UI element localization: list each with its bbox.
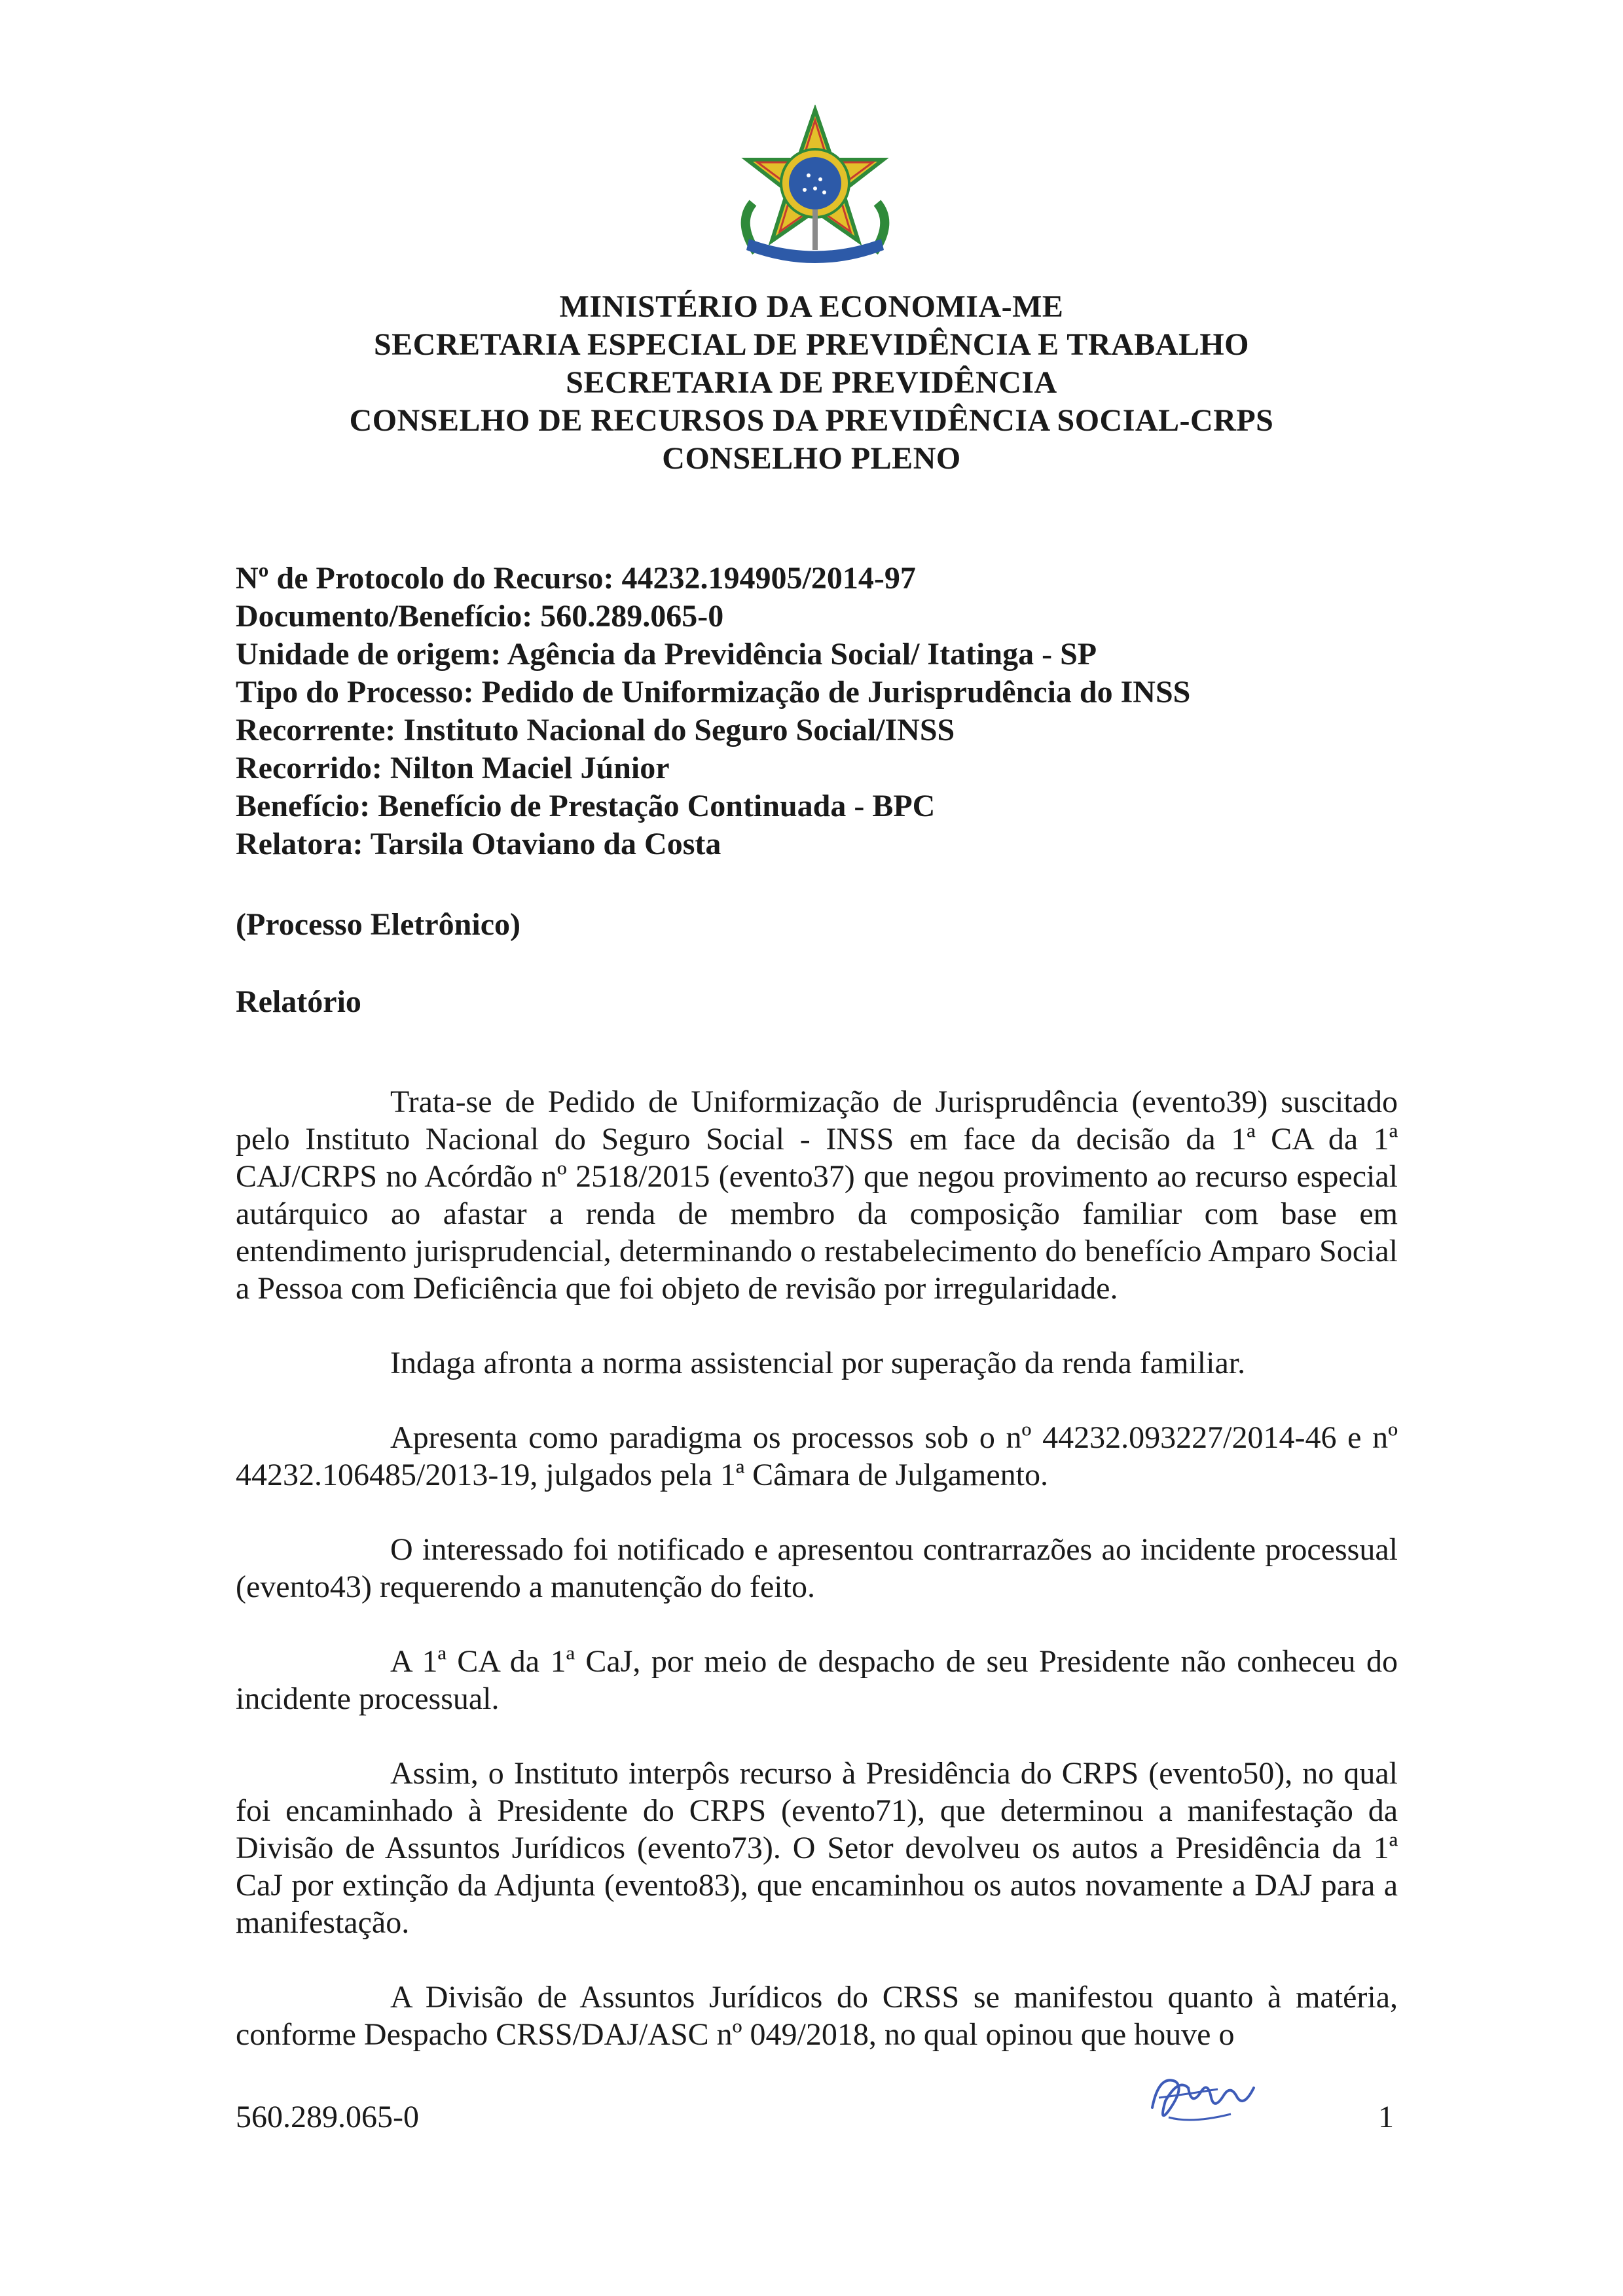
meta-relatora: Relatora: Tarsila Otaviano da Costa [236, 827, 721, 861]
processo-eletronico-label: (Processo Eletrônico) [236, 907, 520, 942]
paragraph-7: A Divisão de Assuntos Jurídicos do CRSS se manifestou quanto à matéria, conforme Despacho CRSS/DAJ/ASC nº 049/2018, no qual opinou que houve o [236, 1980, 1398, 2052]
coat-of-arms-icon [727, 105, 903, 278]
paragraph-3: Apresenta como paradigma os processos sob o nº 44232.093227/2014-46 e nº 44232.106485/2013-19, julgados pela 1ª Câmara de Julgamento. [236, 1420, 1398, 1492]
header-secretariat: SECRETARIA DE PREVIDÊNCIA [566, 365, 1057, 400]
handwritten-signature-icon [1139, 2062, 1264, 2134]
paragraph-5: A 1ª CA da 1ª CaJ, por meio de despacho de seu Presidente não conheceu do incidente processual. [236, 1644, 1398, 1716]
document-header [0, 288, 1623, 478]
meta-unidade: Unidade de origem: Agência da Previdência Social/ Itatinga - SP [236, 637, 1097, 672]
meta-recorrente: Recorrente: Instituto Nacional do Seguro Social/INSS [236, 713, 955, 747]
meta-protocolo: Nº de Protocolo do Recurso: 44232.194905/2014-97 [236, 561, 916, 596]
meta-beneficio: Benefício: Benefício de Prestação Continuada - BPC [236, 789, 936, 823]
paragraph-2: Indaga afronta a norma assistencial por superação da renda familiar. [390, 1346, 1246, 1380]
paragraph-6: Assim, o Instituto interpôs recurso à Presidência do CRPS (evento50), no qual foi encaminhado à Presidente do CRPS (evento71), que determinou a manifestação da Divisão de Assuntos Jurídicos (evento73). O Setor devolveu os autos a Presidência da 1ª CaJ por extinção da Adjunta (evento83), que encaminhou os autos novamente a DAJ para a manifestação. [236, 1756, 1398, 1940]
paragraph-4: O interessado foi notificado e apresentou contrarrazões ao incidente processual (evento43) requerendo a manutenção do feito. [236, 1532, 1398, 1604]
relatorio-heading: Relatório [236, 984, 361, 1019]
paragraph-1: Trata-se de Pedido de Uniformização de Jurisprudência (evento39) suscitado pelo Instituto Nacional do Seguro Social - INSS em face da decisão da 1ª CA da 1ª CAJ/CRPS no Acórdão nº 2518/2015 (evento37) que negou provimento ao recurso especial autárquico ao afastar a renda de membro da composição familiar com base em entendimento jurisprudencial, determinando o restabelecimento do benefício Amparo Social a Pessoa com Deficiência que foi objeto de revisão por irregularidade. [236, 1085, 1398, 1306]
header-plenary: CONSELHO PLENO [662, 441, 961, 476]
page-number: 1 [1378, 2100, 1394, 2134]
header-ministry: MINISTÉRIO DA ECONOMIA-ME [559, 289, 1064, 324]
meta-documento: Documento/Benefício: 560.289.065-0 [236, 599, 724, 634]
meta-recorrido: Recorrido: Nilton Maciel Júnior [236, 751, 670, 785]
footer-document-number: 560.289.065-0 [236, 2100, 419, 2134]
header-special-secretariat: SECRETARIA ESPECIAL DE PREVIDÊNCIA E TRABALHO [373, 327, 1250, 362]
header-council: CONSELHO DE RECURSOS DA PREVIDÊNCIA SOCIAL-CRPS [349, 403, 1274, 438]
report-body [236, 1083, 1398, 2090]
process-metadata [236, 560, 1401, 863]
meta-tipo: Tipo do Processo: Pedido de Uniformização de Jurisprudência do INSS [236, 675, 1191, 709]
